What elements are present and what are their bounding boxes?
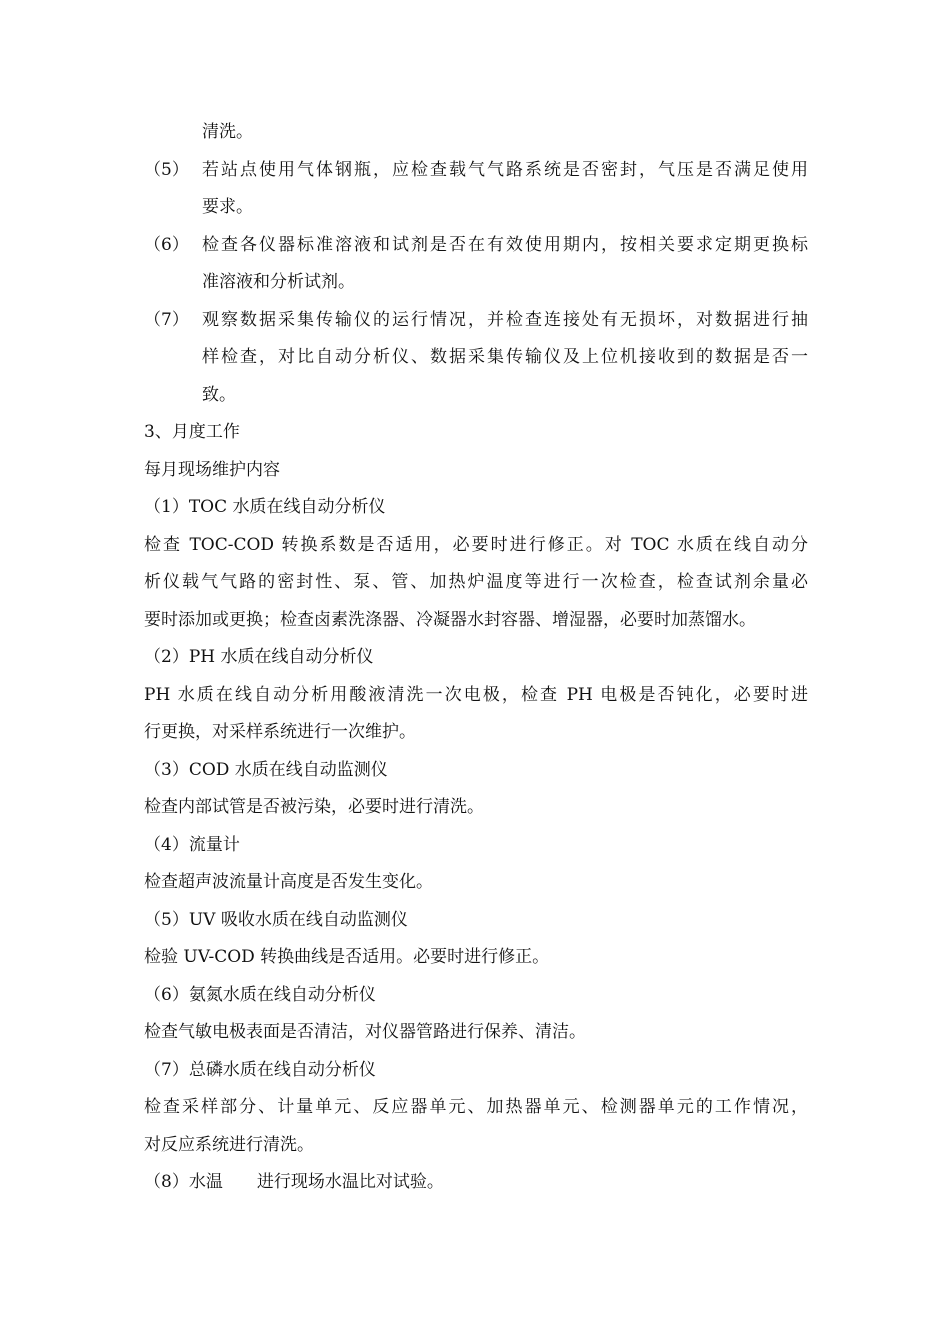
subsection-title: （1）TOC 水质在线自动分析仪	[144, 497, 386, 517]
paragraph-line: PH 水质在线自动分析用酸液清洗一次电极，检查 PH 电极是否钝化，必要时进	[144, 684, 808, 705]
subsection-title: （6）氨氮水质在线自动分析仪	[144, 984, 376, 1005]
item-text-line: 检查各仪器标准溶液和试剂是否在有效使用期内，按相关要求定期更换标	[202, 234, 808, 255]
document-body	[144, 114, 808, 1202]
item-text-line: 观察数据采集传输仪的运行情况，并检查连接处有无损坏，对数据进行抽	[202, 309, 808, 330]
item-text-line: 致。	[202, 384, 236, 405]
item-text-line: 准溶液和分析试剂。	[202, 272, 355, 292]
paragraph-line: 检查采样部分、计量单元、反应器单元、加热器单元、检测器单元的工作情况，	[144, 1097, 808, 1117]
paragraph-line: 析仪载气气路的密封性、泵、管、加热炉温度等进行一次检查，检查试剂余量必	[144, 572, 808, 592]
subsection-title: （4）流量计	[144, 834, 240, 855]
paragraph-line: 行更换，对采样系统进行一次维护。	[144, 722, 416, 742]
paragraph-line: 检验 UV-COD 转换曲线是否适用。必要时进行修正。	[144, 947, 550, 967]
item-number: （7）	[144, 309, 189, 330]
paragraph-line: 检查 TOC-COD 转换系数是否适用，必要时进行修正。对 TOC 水质在线自动分	[144, 534, 808, 555]
continued-text: 清洗。	[202, 122, 253, 142]
paragraph-line: 检查超声波流量计高度是否发生变化。	[144, 872, 433, 892]
item-number: （6）	[144, 234, 189, 255]
section-heading: 3、月度工作	[144, 422, 240, 442]
list-item-5	[144, 152, 808, 227]
item-text-line: 要求。	[202, 197, 253, 217]
list-item-6	[144, 227, 808, 302]
subsection-title: （8）水温	[144, 1172, 223, 1192]
paragraph-text: 进行现场水温比对试验。	[256, 1172, 444, 1192]
section-intro: 每月现场维护内容	[144, 459, 280, 480]
subsection-title-row	[144, 1164, 808, 1202]
item-number: （5）	[144, 159, 189, 180]
item-text-line: 若站点使用气体钢瓶，应检查载气气路系统是否密封，气压是否满足使用	[202, 159, 808, 180]
item-text-line: 样检查，对比自动分析仪、数据采集传输仪及上位机接收到的数据是否一	[202, 347, 808, 367]
subsection-title: （3）COD 水质在线自动监测仪	[144, 759, 388, 780]
paragraph-line: 要时添加或更换；检查卤素洗涤器、冷凝器水封容器、增湿器，必要时加蒸馏水。	[144, 609, 756, 630]
paragraph-line: 检查气敏电极表面是否清洁，对仪器管路进行保养、清洁。	[144, 1022, 586, 1042]
paragraph-line: 检查内部试管是否被污染，必要时进行清洗。	[144, 797, 484, 817]
list-item-7	[144, 302, 808, 415]
subsection-title: （7）总磷水质在线自动分析仪	[144, 1059, 376, 1080]
paragraph-line: 对反应系统进行清洗。	[144, 1134, 314, 1155]
subsection-title: （2）PH 水质在线自动分析仪	[144, 647, 374, 667]
subsection-title: （5）UV 吸收水质在线自动监测仪	[144, 909, 408, 930]
